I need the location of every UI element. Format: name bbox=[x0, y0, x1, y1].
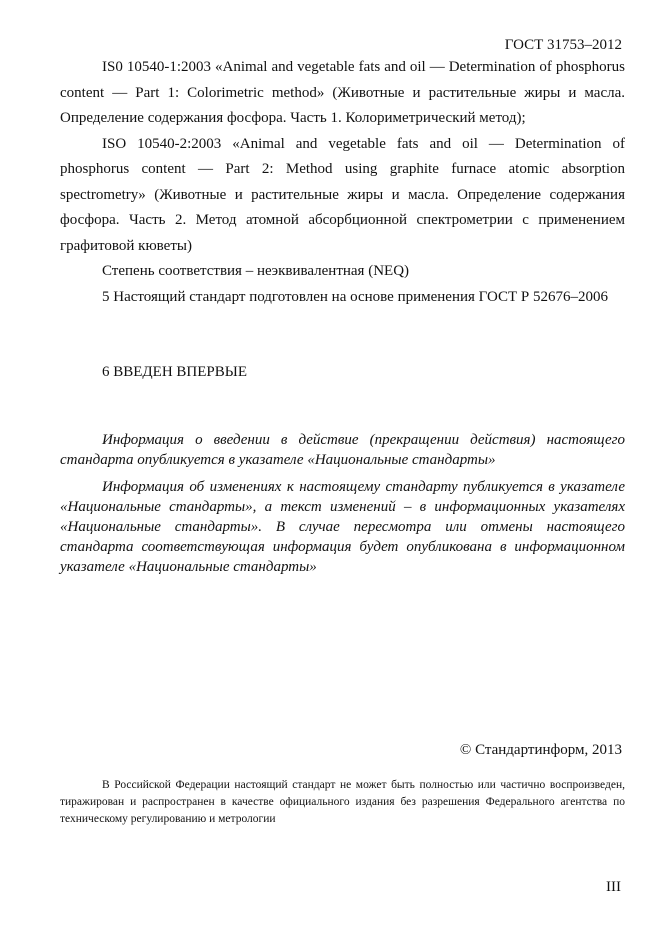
legal-notice-block bbox=[60, 777, 625, 828]
item-5-basis: 5 Настоящий стандарт подготовлен на основе применения ГОСТ Р 52676–2006 bbox=[102, 288, 608, 305]
legal-notice: В Российской Федерации настоящий стандарт не может быть полностью или частично воспроизведен, тиражирован и распространен в качестве официального издания без разрешения Федерального агентства по техническому регулированию и метрологии bbox=[60, 779, 625, 825]
copyright-notice: © Стандартинформ, 2013 bbox=[459, 742, 622, 758]
references-block bbox=[60, 55, 625, 310]
info-introduction: Информация о введении в действие (прекращении действия) настоящего стандарта опубликуется в указателе «Национальные стандарты» bbox=[60, 432, 625, 468]
reference-iso-10540-1: IS0 10540-1:2003 «Animal and vegetable fats and oil — Determination of phosphorus content — Part 1: Colorimetric method» (Животные и растительные жиры и масла. Определение содержания фосфора. Часть 1. Колориметрический метод); bbox=[60, 59, 625, 126]
page-number: III bbox=[606, 879, 621, 895]
info-changes: Информация об изменениях к настоящему стандарту публикуется в указателе «Национальные стандарты», а текст изменений – в информационных указателях «Национальные стандарты». В случае пересмотра или отмены настоящего стандарта соответствующая информация будет опубликована в информационном указателе «Национальные стандарты» bbox=[60, 479, 625, 575]
item-6-introduced: 6 ВВЕДЕН ВПЕРВЫЕ bbox=[102, 364, 247, 380]
reference-iso-10540-2: ISO 10540-2:2003 «Animal and vegetable fats and oil — Determination of phosphorus content — Part 2: Method using graphite furnace atomic absorption spectrometry» (Животные и растительные жиры и масла. Определение содержания фосфора. Часть 2. Метод атомной абсорбционной спектрометрии с применением графитовой кюветы) bbox=[60, 135, 625, 254]
degree-of-conformity: Степень соответствия – неэквивалентная (NEQ) bbox=[102, 263, 410, 279]
document-code: ГОСТ 31753–2012 bbox=[504, 37, 622, 53]
information-block bbox=[60, 430, 625, 584]
